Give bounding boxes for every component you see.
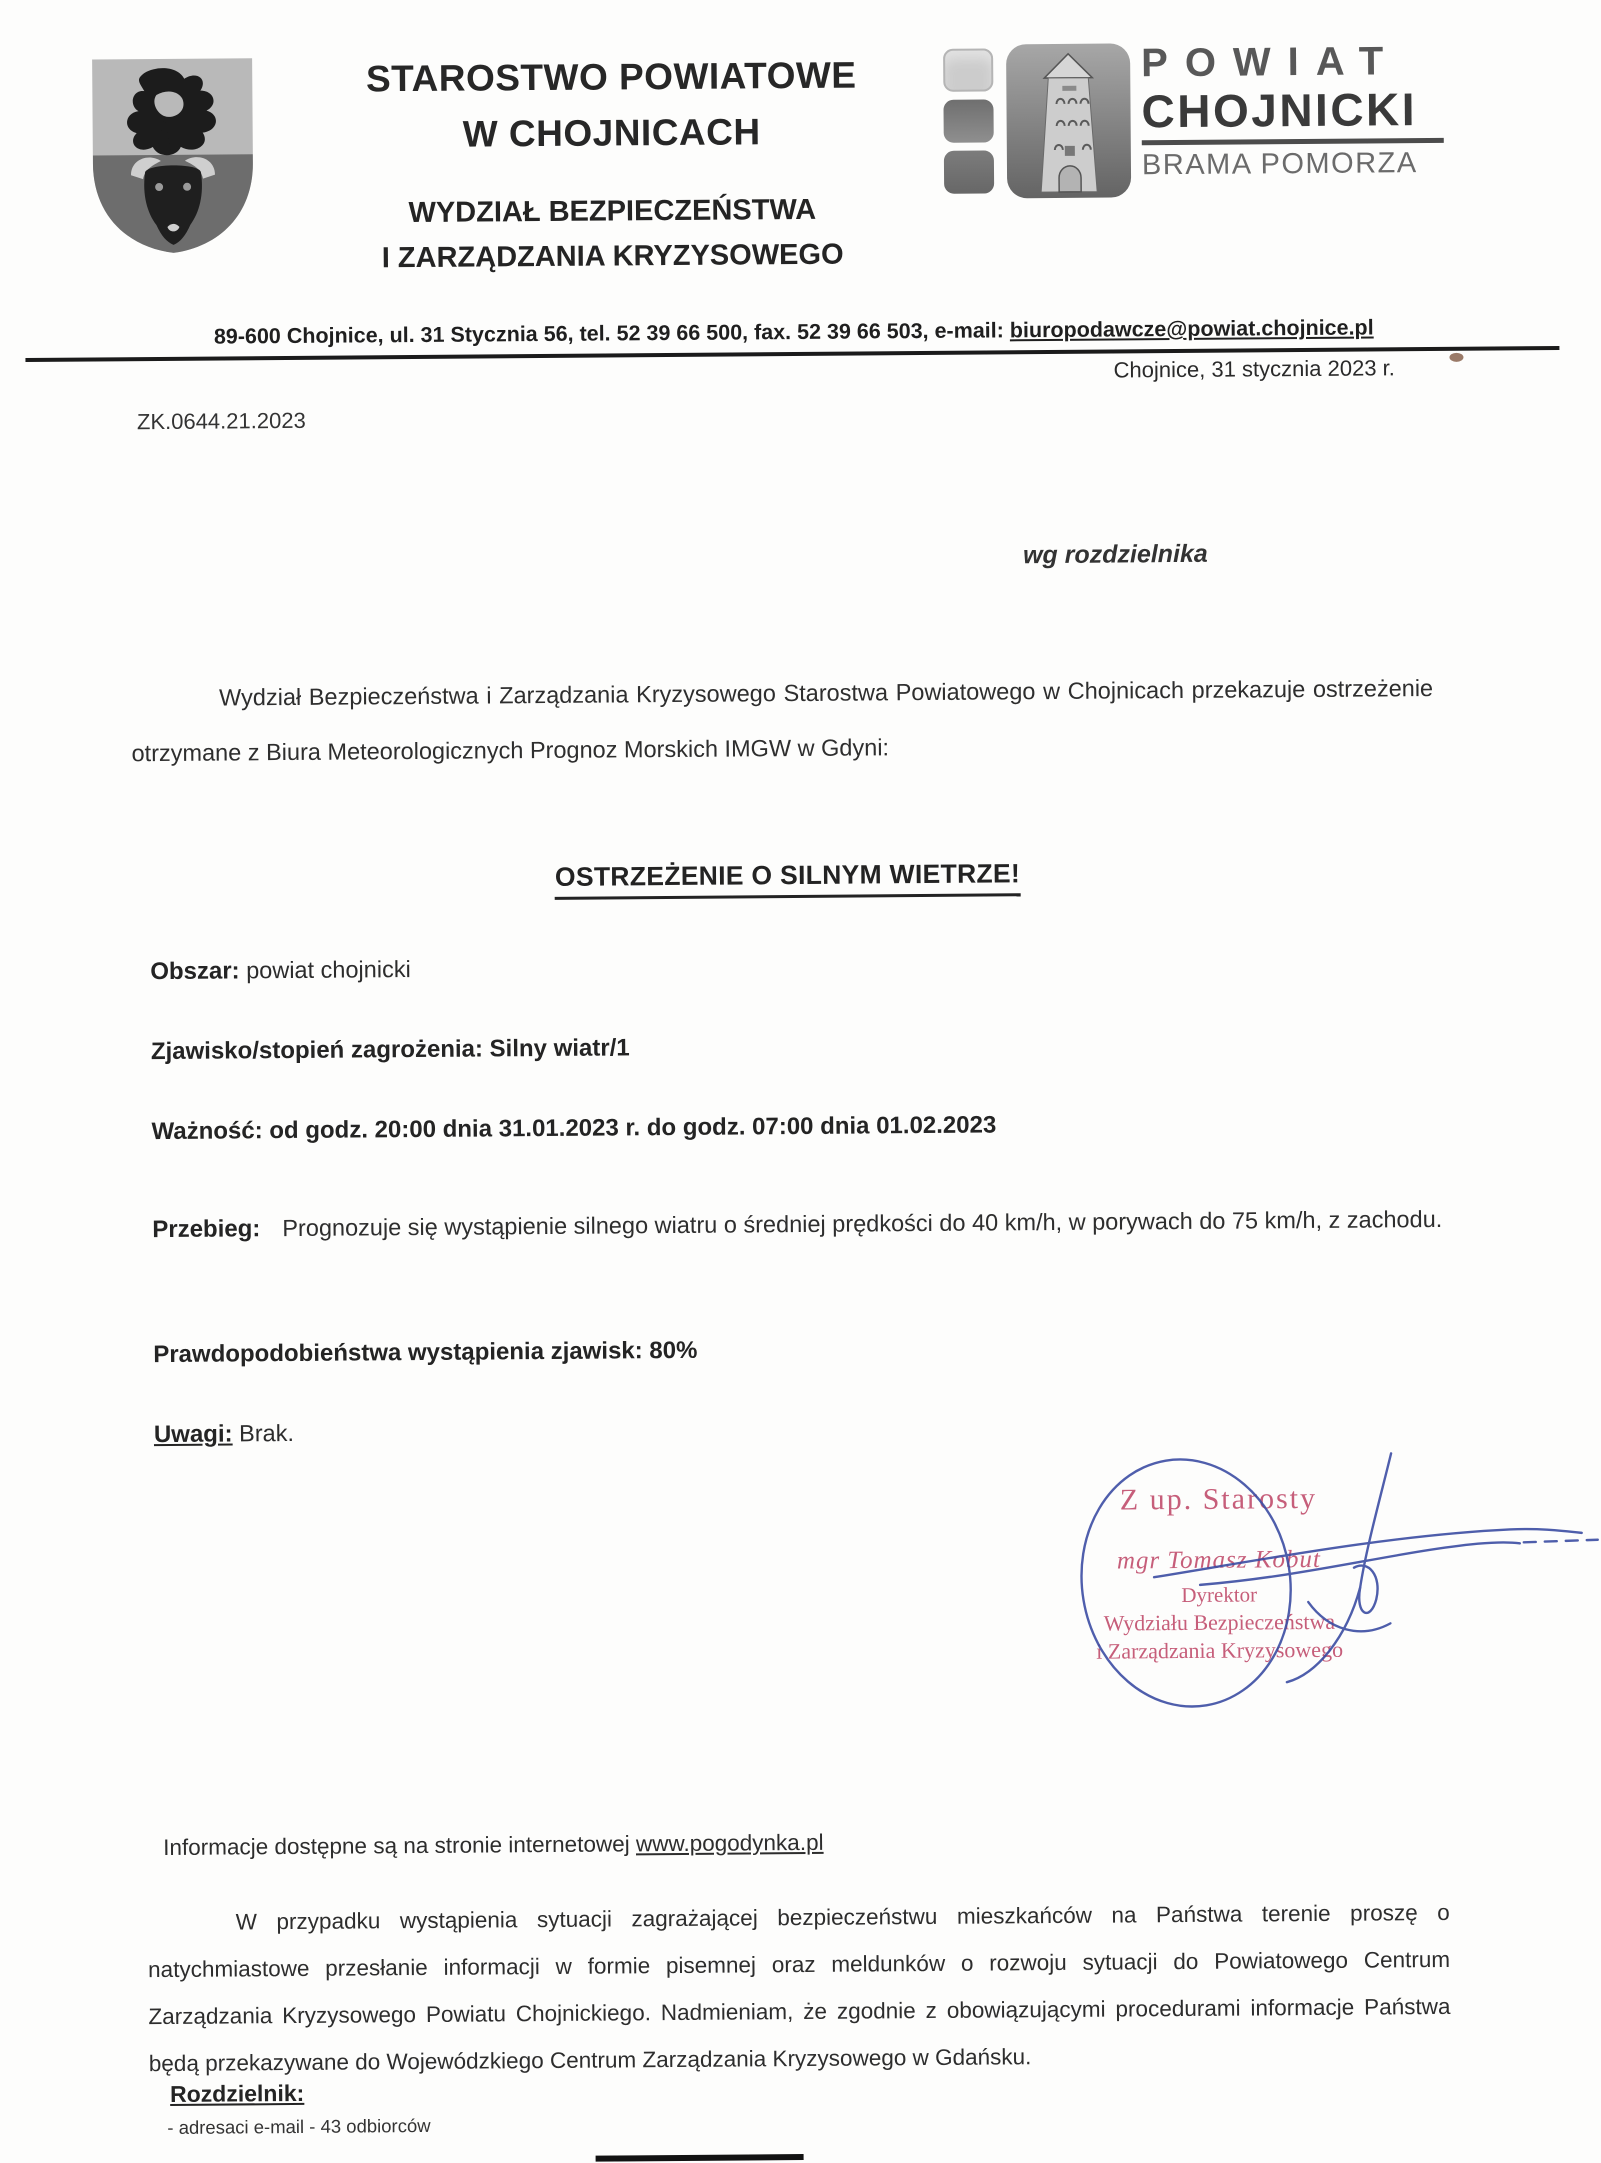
- logo-squares-icon: [943, 48, 998, 201]
- przebieg-label: Przebieg:: [152, 1215, 261, 1244]
- field-obszar: [150, 956, 411, 986]
- department-line2: I ZARZĄDZANIA KRYZYSOWEGO: [381, 238, 844, 275]
- scan-speck: [1449, 353, 1463, 362]
- rozdzielnik-label: Rozdzielnik:: [169, 2079, 305, 2107]
- stamp-line2: mgr Tomasz Kobut: [1116, 1545, 1322, 1575]
- stamp-line5: i Zarządzania Kryzysowego: [1096, 1636, 1344, 1664]
- stamp-line1: Z up. Starosty: [1119, 1481, 1318, 1517]
- contact-email: biuropodawcze@powiat.chojnice.pl: [1009, 315, 1374, 343]
- org-title: [291, 47, 932, 164]
- distribution-note: wg rozdzielnika: [1022, 539, 1208, 570]
- info-link: www.pogodynka.pl: [635, 1829, 824, 1857]
- logo-text-block: [1141, 39, 1444, 182]
- contact-address: 89-600 Chojnice, ul. 31 Stycznia 56, tel. 52 39 66 500, fax. 52 39 66 503, e-mail:: [213, 318, 1010, 349]
- handwritten-signature-icon: [1057, 1432, 1601, 1736]
- logo-square-2: [943, 99, 993, 142]
- info-line: [163, 1830, 824, 1861]
- stamp-line4: Wydziału Bezpieczeństwa: [1103, 1608, 1336, 1636]
- uwagi-label: Uwagi:: [153, 1420, 233, 1449]
- coat-of-arms-svg: [86, 54, 260, 257]
- info-prefix: Informacje dostępne są na stronie internetowej: [163, 1831, 637, 1861]
- rozdzielnik-value: - adresaci e-mail - 43 odbiorców: [167, 2114, 431, 2139]
- gate-tower-icon: [1004, 41, 1133, 200]
- department-line1: WYDZIAŁ BEZPIECZEŃSTWA: [408, 193, 817, 230]
- gate-tower-svg: [1004, 41, 1133, 200]
- field-uwagi: [154, 1420, 294, 1449]
- logo-brama-label: BRAMA POMORZA: [1141, 147, 1418, 182]
- contact-line: [0, 314, 1594, 352]
- logo-chojnicki-label: CHOJNICKI: [1141, 83, 1418, 138]
- department-title: [292, 187, 933, 282]
- logo-divider: [1142, 138, 1444, 145]
- field-prawdopodobienstwo: Prawdopodobieństwa wystąpienia zjawisk: 80%: [153, 1336, 698, 1369]
- logo-powiat-label: POWIAT: [1140, 39, 1401, 86]
- obszar-label: Obszar:: [150, 957, 240, 986]
- warning-title-wrap: [0, 854, 1578, 904]
- pen-signature-svg: [1057, 1432, 1601, 1736]
- org-title-line1: STAROSTWO POWIATOWE: [365, 54, 857, 100]
- coat-of-arms-icon: [86, 54, 260, 257]
- stamp-line3: Dyrektor: [1181, 1582, 1258, 1608]
- field-zjawisko: Zjawisko/stopień zagrożenia: Silny wiatr/1: [150, 1034, 630, 1066]
- intro-paragraph: Wydział Bezpieczeństwa i Zarządzania Kryzysowego Starostwa Powiatowego w Chojnicach przekazuje ostrzeżenie otrzymane z Biura Meteorologicznych Prognoz Morskich IMGW w Gdyni:: [131, 675, 1434, 767]
- org-title-line2: W CHOJNICACH: [462, 111, 761, 155]
- logo-square-3: [944, 150, 994, 193]
- scan-bottom-mark: [596, 2154, 804, 2162]
- uwagi-value: Brak.: [232, 1419, 295, 1447]
- reference-number: ZK.0644.21.2023: [136, 407, 306, 435]
- obszar-value: powiat chojnicki: [239, 956, 411, 984]
- date-line: Chojnice, 31 stycznia 2023 r.: [1113, 355, 1395, 383]
- logo-square-1: [943, 48, 993, 91]
- closing-paragraph: W przypadku wystąpienia sytuacji zagrażającej bezpieczeństwu mieszkańców na Państwa terenie proszę o natychmiastowe przesłanie informacji w formie pisemnej oraz meldunków o rozwoju sytuacji do Powiatowego Centrum Zarządzania Kryzysowego Powiatu Chojnickiego. Nadmieniam, że zgodnie z obowiązującymi procedurami informacje Państwa będą przekazywane do Wojewódzkiego Centrum Zarządzania Kryzysowego w Gdańsku.: [148, 1899, 1451, 2077]
- przebieg-value: Prognozuje się wystąpienie silnego wiatru o średniej prędkości do 40 km/h, w porywach do 75 km/h, z zachodu.: [282, 1205, 1443, 1242]
- warning-title: OSTRZEŻENIE O SILNYM WIETRZE!: [555, 858, 1020, 900]
- field-przebieg: [152, 1193, 1448, 1256]
- field-waznosc: Ważność: od godz. 20:00 dnia 31.01.2023 r. do godz. 07:00 dnia 01.02.2023: [151, 1111, 997, 1146]
